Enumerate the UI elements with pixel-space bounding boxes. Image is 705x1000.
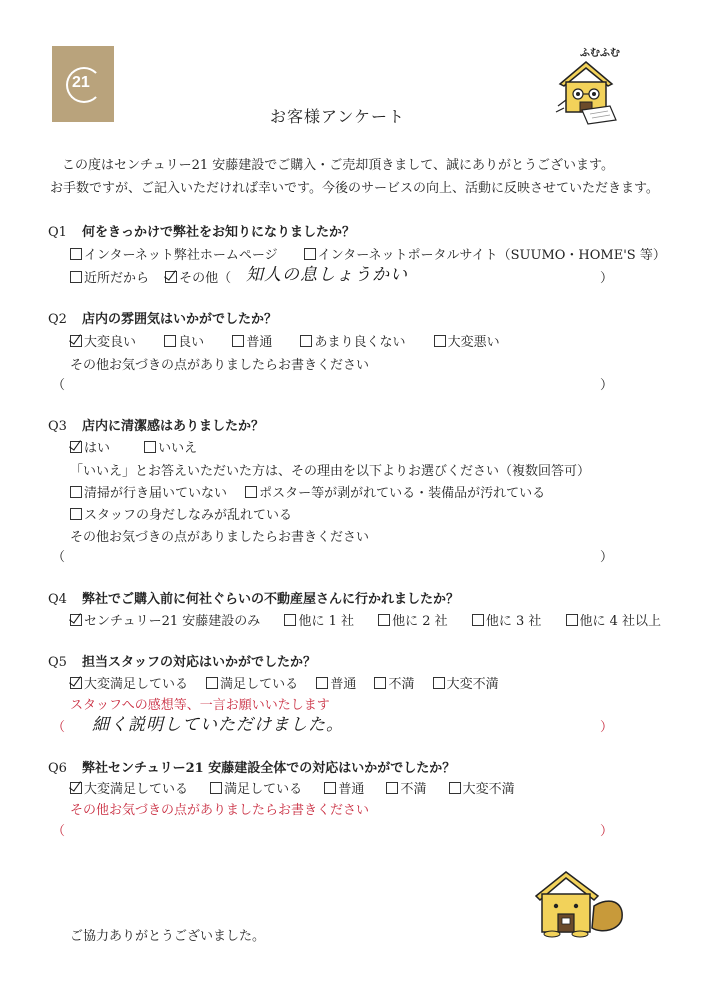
q6-question: 弊社センチュリー21 安藤建設全体での対応はいかがでしたか？	[82, 761, 456, 776]
q3-reason-posters[interactable]: ポスター等が剥がれている・装備品が汚れている	[245, 482, 545, 501]
checkbox-icon	[232, 335, 244, 347]
q6-comment-prompt: その他お気づきの点がありましたらお書きください	[70, 803, 370, 818]
q1-option-other[interactable]: その他（	[165, 267, 231, 286]
q6-option-normal[interactable]: 普通	[324, 778, 364, 797]
q5-option-normal[interactable]: 普通	[316, 673, 356, 692]
checkbox-icon	[70, 248, 82, 260]
q2-option-good[interactable]: 良い	[164, 331, 204, 350]
q1-option-nearby[interactable]: 近所だから	[70, 267, 149, 286]
checkbox-icon	[284, 614, 296, 626]
dog-house-mascot-icon	[552, 56, 624, 128]
checkbox-icon	[324, 782, 336, 794]
q3-question: 店内に清潔感はありましたか？	[82, 419, 265, 434]
checkbox-icon	[210, 782, 222, 794]
q5-heading	[48, 651, 316, 670]
checkbox-checked-icon	[70, 677, 82, 689]
q1-option-homepage[interactable]: インターネット弊社ホームページ	[70, 244, 278, 263]
q5-number: Q5	[48, 655, 67, 670]
checkbox-icon	[434, 335, 446, 347]
q5-close-paren: ）	[600, 720, 614, 735]
q5-open-paren: （	[52, 720, 66, 735]
mascot-caption: ふむふむ	[580, 48, 620, 59]
q1-other-answer: 知人の息しょうかい	[246, 265, 408, 285]
checkbox-checked-icon	[70, 614, 82, 626]
q2-option-normal[interactable]: 普通	[232, 331, 272, 350]
q3-reason-cleaning[interactable]: 清掃が行き届いていない	[70, 482, 227, 501]
q4-number: Q4	[48, 592, 67, 607]
q3-heading	[48, 415, 264, 434]
q2-option-very-good[interactable]: 大変良い	[70, 331, 136, 350]
q5-comment-prompt: スタッフへの感想等、一言お願いいたします	[70, 698, 330, 713]
checkbox-icon	[386, 782, 398, 794]
q5-options	[70, 673, 521, 692]
q2-number: Q2	[48, 312, 67, 327]
q3-follow-up: 「いいえ」とお答えいただいた方は、その理由を以下よりお選びください（複数回答可）	[70, 464, 591, 479]
checkbox-icon	[449, 782, 461, 794]
q3-comment-field[interactable]	[66, 542, 596, 564]
checkbox-icon	[433, 677, 445, 689]
q4-option-3-other[interactable]: 他に 3 社	[472, 610, 542, 629]
q3-close-paren: ）	[600, 550, 614, 565]
q5-question: 担当スタッフの対応はいかがでしたか？	[82, 655, 317, 670]
q2-heading	[48, 308, 277, 327]
intro-line-2: お手数ですが、ご記入いただければ幸いです。今後のサービスの向上、活動に反映させていただきます。	[50, 181, 659, 196]
century21-logo	[52, 46, 114, 122]
q6-open-paren: （	[52, 824, 66, 839]
q2-option-very-bad[interactable]: 大変悪い	[434, 331, 500, 350]
page-title: お客様アンケート	[270, 107, 406, 126]
q5-option-very-dissatisfied[interactable]: 大変不満	[433, 673, 499, 692]
checkbox-icon	[566, 614, 578, 626]
q1-heading	[48, 221, 355, 240]
q2-option-not-good[interactable]: あまり良くない	[300, 331, 405, 350]
q2-comment-prompt: その他お気づきの点がありましたらお書きください	[70, 358, 370, 373]
thanks-message: ご協力ありがとうございました。	[70, 929, 266, 944]
q6-comment-field[interactable]	[66, 816, 596, 838]
intro-line-1: この度はセンチュリー21 安藤建設でご購入・ご売却頂きまして、誠にありがとうございます。	[62, 158, 614, 173]
checkbox-icon	[316, 677, 328, 689]
q4-option-1-other[interactable]: 他に 1 社	[284, 610, 354, 629]
checkbox-icon	[374, 677, 386, 689]
logo-number: 21	[72, 74, 90, 91]
q4-question: 弊社でご購入前に何社ぐらいの不動産屋さんに行かれましたか？	[82, 592, 460, 607]
q6-close-paren: ）	[600, 824, 614, 839]
dog-house-mascot-icon	[532, 866, 630, 938]
q1-options-row-2	[70, 267, 237, 286]
checkbox-icon	[472, 614, 484, 626]
checkbox-checked-icon	[70, 441, 82, 453]
q6-option-satisfied[interactable]: 満足している	[210, 778, 302, 797]
q2-open-paren: （	[52, 378, 66, 393]
checkbox-icon	[164, 335, 176, 347]
q3-reasons-row-1	[70, 482, 567, 501]
q6-option-very-dissatisfied[interactable]: 大変不満	[449, 778, 515, 797]
q4-option-2-other[interactable]: 他に 2 社	[378, 610, 448, 629]
q3-option-no[interactable]: いいえ	[144, 437, 197, 456]
q2-options	[70, 331, 522, 350]
checkbox-icon	[70, 271, 82, 283]
q3-open-paren: （	[52, 550, 66, 565]
checkbox-icon	[70, 508, 82, 520]
checkbox-checked-icon	[70, 782, 82, 794]
q3-reason-staff-appearance[interactable]: スタッフの身だしなみが乱れている	[70, 504, 292, 523]
q3-option-yes[interactable]: はい	[70, 437, 110, 456]
q1-close-paren: ）	[600, 271, 614, 286]
checkbox-checked-icon	[165, 271, 177, 283]
checkbox-icon	[144, 441, 156, 453]
q1-number: Q1	[48, 225, 67, 240]
checkbox-icon	[70, 486, 82, 498]
checkbox-icon	[304, 248, 316, 260]
q3-options	[70, 437, 219, 456]
checkbox-icon	[300, 335, 312, 347]
q2-comment-field[interactable]	[66, 370, 596, 392]
q4-option-4-plus[interactable]: 他に 4 社以上	[566, 610, 662, 629]
q6-heading	[48, 757, 455, 776]
checkbox-icon	[245, 486, 257, 498]
q6-number: Q6	[48, 761, 67, 776]
q6-option-very-satisfied[interactable]: 大変満足している	[70, 778, 188, 797]
q3-number: Q3	[48, 419, 67, 434]
q5-option-satisfied[interactable]: 満足している	[206, 673, 298, 692]
q1-option-portal[interactable]: インターネットポータルサイト（SUUMO・HOME'S 等）	[304, 244, 666, 263]
checkbox-icon	[206, 677, 218, 689]
q5-option-dissatisfied[interactable]: 不満	[374, 673, 414, 692]
q2-close-paren: ）	[600, 378, 614, 393]
q2-question: 店内の雰囲気はいかがでしたか？	[82, 312, 278, 327]
q5-option-very-satisfied[interactable]: 大変満足している	[70, 673, 188, 692]
q4-heading	[48, 588, 459, 607]
checkbox-icon	[378, 614, 390, 626]
q3-comment-prompt: その他お気づきの点がありましたらお書きください	[70, 530, 370, 545]
q5-comment-answer: 細く説明していただけました。	[92, 715, 344, 735]
q4-option-only-us[interactable]: センチュリー21 安藤建設のみ	[70, 610, 260, 629]
q6-option-dissatisfied[interactable]: 不満	[386, 778, 426, 797]
checkbox-checked-icon	[70, 335, 82, 347]
q4-options	[70, 610, 661, 629]
q1-question: 何をきっかけで弊社をお知りになりましたか？	[82, 225, 356, 240]
q6-options	[70, 778, 537, 797]
